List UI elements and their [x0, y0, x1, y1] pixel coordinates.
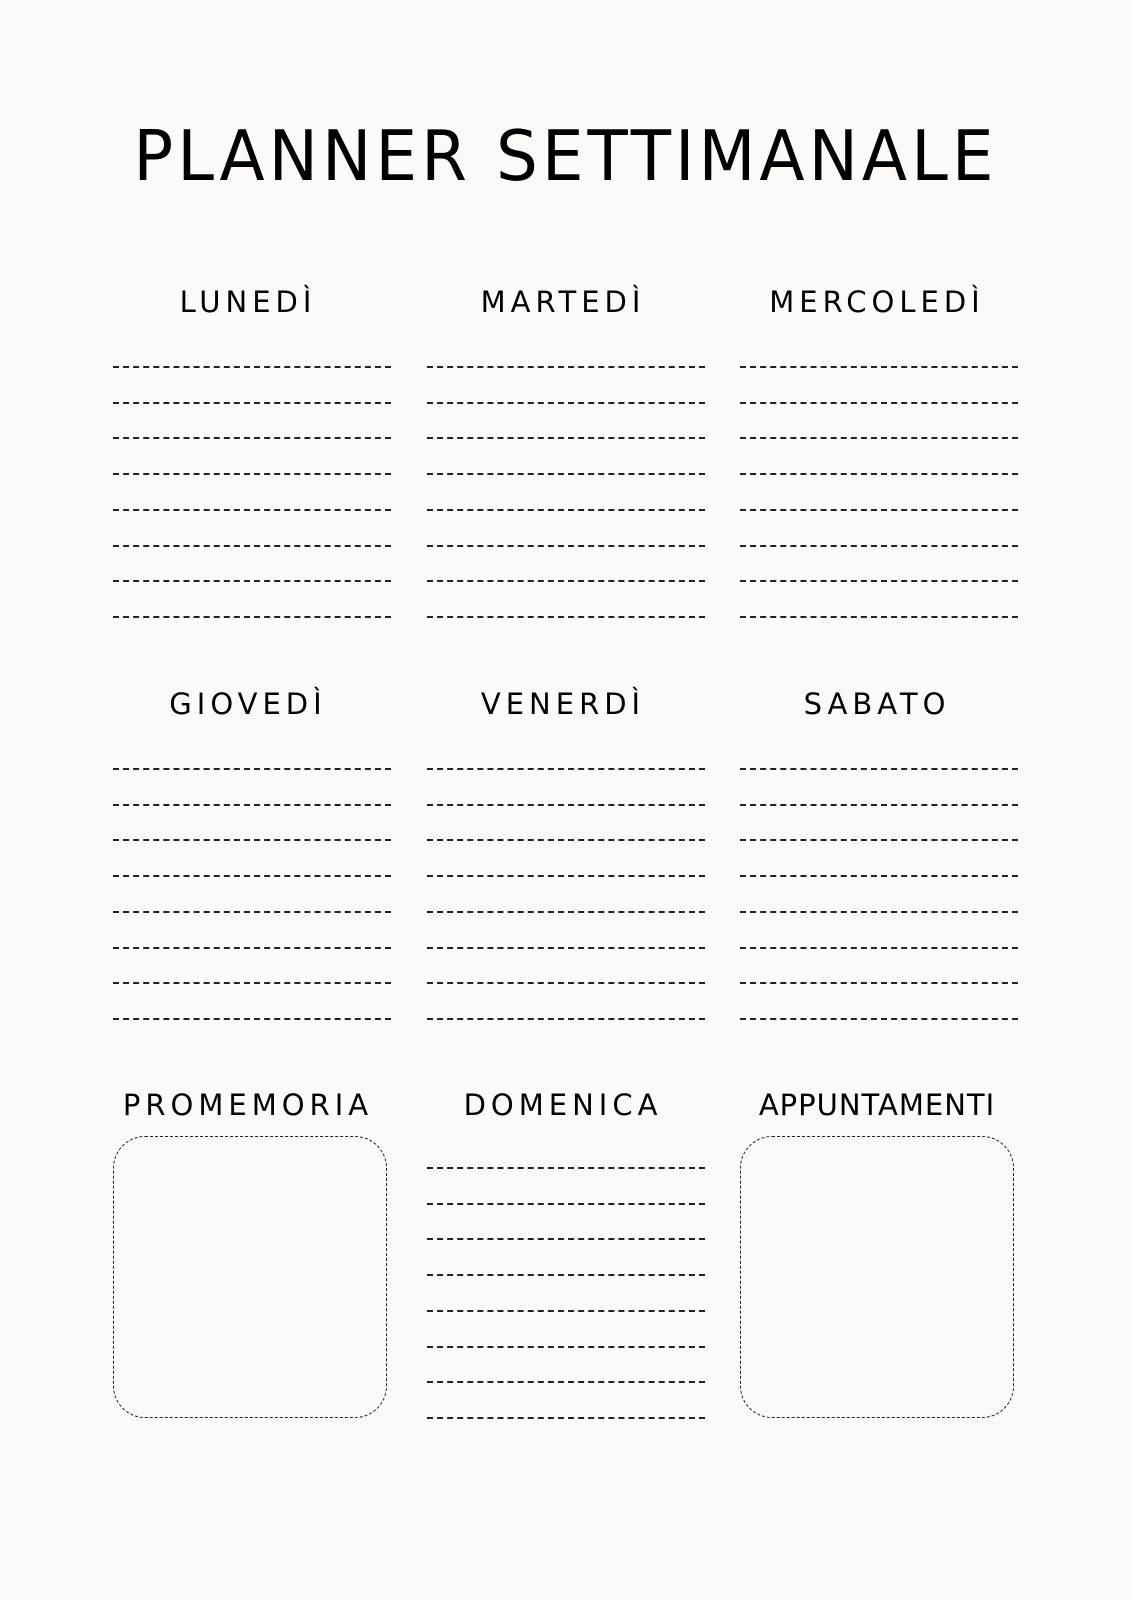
martedi-writing-line[interactable]	[427, 366, 705, 368]
martedi-writing-line[interactable]	[427, 509, 705, 511]
mercoledi-writing-line[interactable]	[740, 616, 1018, 618]
heading-domenica: DOMENICA	[463, 1088, 663, 1122]
heading-sabato: SABATO	[803, 687, 951, 721]
domenica-writing-line[interactable]	[427, 1274, 705, 1276]
heading-lunedi: LUNEDÌ	[179, 285, 317, 319]
mercoledi-writing-line[interactable]	[740, 473, 1018, 475]
lunedi-writing-line[interactable]	[113, 402, 391, 404]
giovedi-writing-line[interactable]	[113, 875, 391, 877]
giovedi-writing-line[interactable]	[113, 839, 391, 841]
mercoledi-writing-line[interactable]	[740, 545, 1018, 547]
sabato-writing-line[interactable]	[740, 911, 1018, 913]
giovedi-writing-line[interactable]	[113, 911, 391, 913]
martedi-writing-line[interactable]	[427, 402, 705, 404]
venerdi-writing-line[interactable]	[427, 768, 705, 770]
heading-venerdi: VENERDÌ	[480, 687, 646, 721]
sabato-writing-line[interactable]	[740, 1018, 1018, 1020]
lunedi-writing-line[interactable]	[113, 509, 391, 511]
lunedi-writing-line[interactable]	[113, 437, 391, 439]
venerdi-writing-line[interactable]	[427, 911, 705, 913]
domenica-writing-line[interactable]	[427, 1417, 705, 1419]
mercoledi-writing-line[interactable]	[740, 402, 1018, 404]
domenica-writing-line[interactable]	[427, 1167, 705, 1169]
lunedi-writing-line[interactable]	[113, 545, 391, 547]
heading-promemoria: PROMEMORIA	[122, 1088, 374, 1122]
martedi-writing-line[interactable]	[427, 616, 705, 618]
mercoledi-writing-line[interactable]	[740, 509, 1018, 511]
domenica-writing-line[interactable]	[427, 1346, 705, 1348]
sabato-writing-line[interactable]	[740, 804, 1018, 806]
lunedi-writing-line[interactable]	[113, 366, 391, 368]
sabato-writing-line[interactable]	[740, 875, 1018, 877]
heading-martedi: MARTEDÌ	[480, 285, 646, 319]
sabato-writing-line[interactable]	[740, 947, 1018, 949]
sabato-writing-line[interactable]	[740, 839, 1018, 841]
giovedi-writing-line[interactable]	[113, 768, 391, 770]
venerdi-writing-line[interactable]	[427, 947, 705, 949]
appuntamenti-box[interactable]	[740, 1136, 1014, 1418]
giovedi-writing-line[interactable]	[113, 1018, 391, 1020]
martedi-writing-line[interactable]	[427, 473, 705, 475]
heading-giovedi: GIOVEDÌ	[169, 687, 327, 721]
mercoledi-writing-line[interactable]	[740, 437, 1018, 439]
domenica-writing-line[interactable]	[427, 1381, 705, 1383]
lunedi-writing-line[interactable]	[113, 616, 391, 618]
giovedi-writing-line[interactable]	[113, 982, 391, 984]
mercoledi-writing-line[interactable]	[740, 366, 1018, 368]
heading-appuntamenti: APPUNTAMENTI	[758, 1088, 996, 1122]
venerdi-writing-line[interactable]	[427, 982, 705, 984]
mercoledi-writing-line[interactable]	[740, 580, 1018, 582]
venerdi-writing-line[interactable]	[427, 875, 705, 877]
giovedi-writing-line[interactable]	[113, 804, 391, 806]
lunedi-writing-line[interactable]	[113, 473, 391, 475]
martedi-writing-line[interactable]	[427, 437, 705, 439]
martedi-writing-line[interactable]	[427, 545, 705, 547]
sabato-writing-line[interactable]	[740, 768, 1018, 770]
promemoria-box[interactable]	[113, 1136, 387, 1418]
venerdi-writing-line[interactable]	[427, 804, 705, 806]
venerdi-writing-line[interactable]	[427, 1018, 705, 1020]
lunedi-writing-line[interactable]	[113, 580, 391, 582]
page-title: PLANNER SETTIMANALE	[133, 116, 998, 197]
sabato-writing-line[interactable]	[740, 982, 1018, 984]
martedi-writing-line[interactable]	[427, 580, 705, 582]
domenica-writing-line[interactable]	[427, 1310, 705, 1312]
giovedi-writing-line[interactable]	[113, 947, 391, 949]
domenica-writing-line[interactable]	[427, 1203, 705, 1205]
domenica-writing-line[interactable]	[427, 1238, 705, 1240]
venerdi-writing-line[interactable]	[427, 839, 705, 841]
heading-mercoledi: MERCOLEDÌ	[769, 285, 985, 319]
